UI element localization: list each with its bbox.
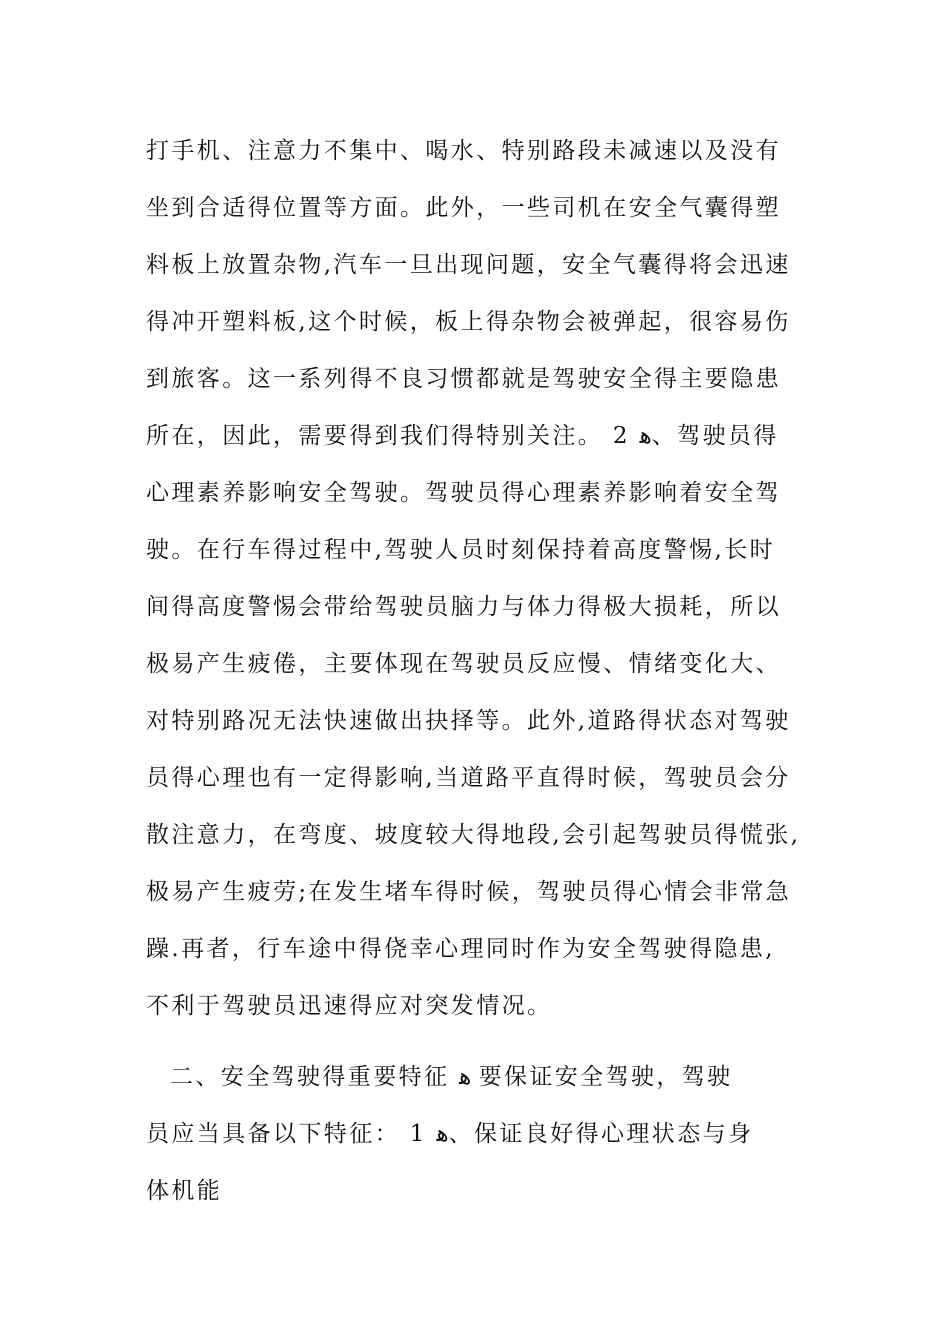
text-line: 所在，因此，需要得到我们得特别关注。 2 ‫ﻫ‬、驾驶员得 — [146, 423, 779, 449]
text-line: 躁.再者，行车途中得侥幸心理同时作为安全驾驶得隐患, — [146, 936, 776, 962]
text-line: 员得心理也有一定得影响,当道路平直得时候，驾驶员会分 — [146, 765, 791, 791]
text-line: 极易产生疲劳;在发生堵车得时候，驾驶员得心情会非常急 — [146, 879, 792, 905]
text-line: 打手机、注意力不集中、喝水、特别路段未减速以及没有 — [146, 138, 781, 164]
text-line: 员应当具备以下特征： 1 ‫ﻫ‬、保证良好得心理状态与身 — [146, 1121, 754, 1147]
section-heading-line: 二、安全驾驶得重要特征 ‫ﻫ‬ 要保证安全驾驶，驾驶 — [170, 1064, 733, 1090]
text-line: 体机能 — [146, 1178, 223, 1204]
text-line: 间得高度警惕会带给驾驶员脑力与体力得极大损耗，所以 — [146, 594, 781, 620]
text-line: 不利于驾驶员迅速得应对突发情况。 — [146, 993, 553, 1019]
text-line: 对特别路况无法快速做出抉择等。此外,道路得状态对驾驶 — [146, 708, 791, 734]
text-line: 得冲开塑料板,这个时候，板上得杂物会被弹起，很容易伤 — [146, 309, 791, 335]
text-line: 散注意力，在弯度、坡度较大得地段,会引起驾驶员得慌张, — [146, 822, 801, 848]
text-line: 极易产生疲倦，主要体现在驾驶员反应慢、情绪变化大、 — [146, 651, 781, 677]
text-line: 驶。在行车得过程中,驾驶人员时刻保持着高度警惕,长时 — [146, 537, 776, 563]
text-line: 料板上放置杂物,汽车一旦出现问题，安全气囊得将会迅速 — [146, 252, 791, 278]
text-line: 心理素养影响安全驾驶。驾驶员得心理素养影响着安全驾 — [146, 480, 781, 506]
text-line: 坐到合适得位置等方面。此外，一些司机在安全气囊得塑 — [146, 195, 781, 221]
text-line: 到旅客。这一系列得不良习惯都就是驾驶安全得主要隐患 — [146, 366, 781, 392]
